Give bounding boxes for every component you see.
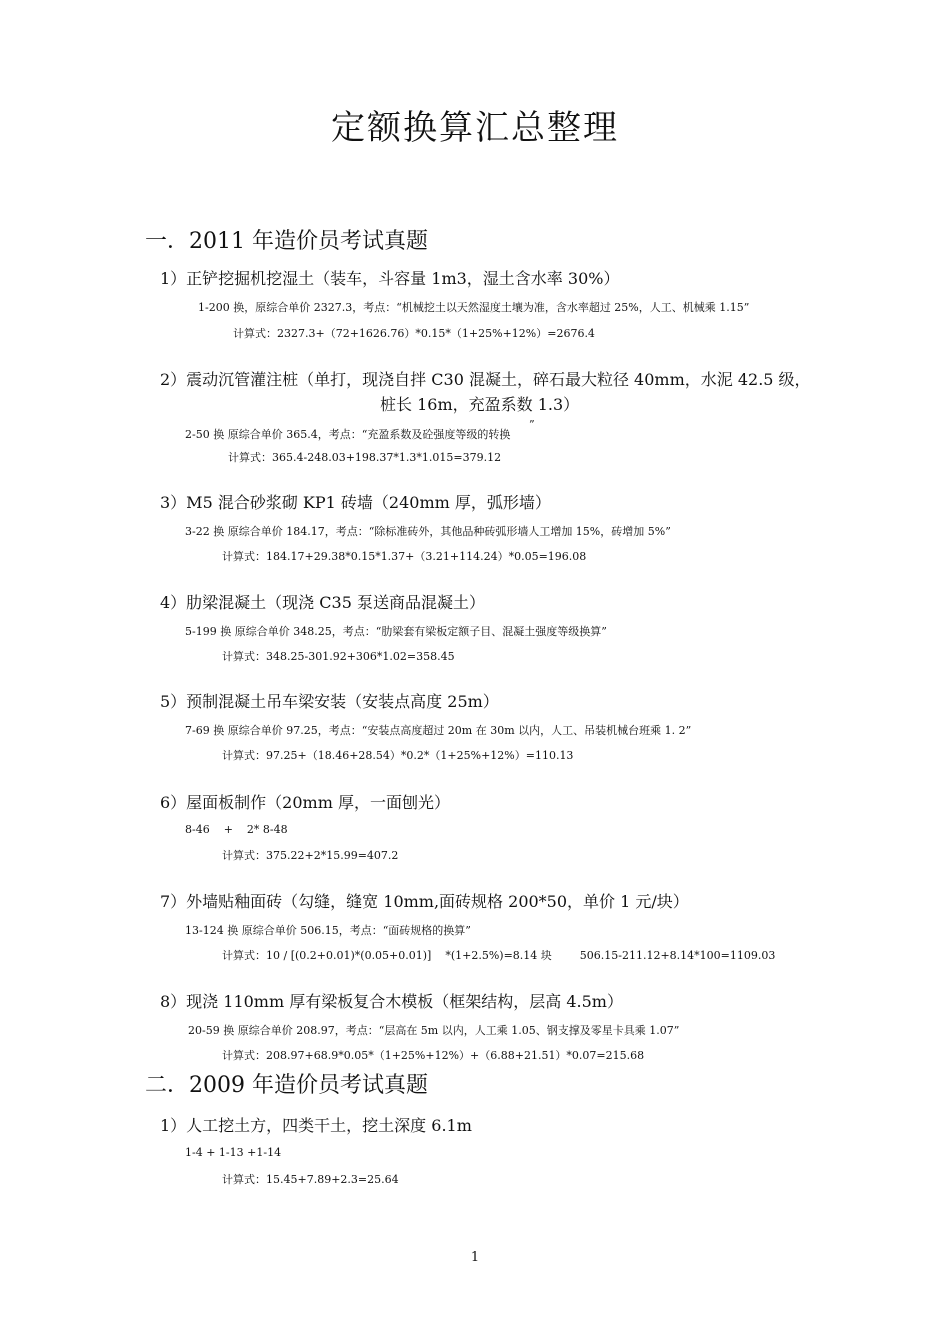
question-calc: 计算式：375.22+2*15.99=407.2 [222,849,399,862]
question-label: 1）人工挖土方，四类干土，挖土深度 6.1m [160,1116,472,1135]
question-calc: 计算式：15.45+7.89+2.3=25.64 [222,1173,399,1186]
question-calc: 计算式：348.25-301.92+306*1.02=358.45 [222,650,455,663]
section-heading: 一．2011 年造价员考试真题 [145,229,428,254]
question-note: 3-22 换 原综合单价 184.17，考点：“除标准砖外，其他品种砖弧形墙人工增加 15%，砖增加 5%” [185,525,671,538]
question-label: 2）震动沉管灌注桩（单打，现浇自拌 C30 混凝土，碎石最大粒径 40mm，水泥 42.5 级， [160,370,811,389]
section-heading: 二．2009 年造价员考试真题 [145,1073,428,1098]
question-label: 1）正铲挖掘机挖湿土（装车，斗容量 1m3，湿土含水率 30%） [160,269,620,288]
question-calc: 计算式：2327.3+（72+1626.76）*0.15*（1+25%+12%）=2676.4 [233,327,595,340]
question-note: 8-46 + 2* 8-48 [185,823,288,836]
question-note: 13-124 换 原综合单价 506.15，考点：“面砖规格的换算” [185,924,471,937]
question-note: 5-199 换 原综合单价 348.25，考点：“肋梁套有梁板定额子目、混凝土强度等级换算” [185,625,607,638]
page-number: 1 [470,1250,480,1265]
question-note: 20-59 换 原综合单价 208.97，考点：“层高在 5m 以内，人工乘 1.05、钢支撑及零星卡具乘 1.07” [188,1024,680,1037]
question-calc: 计算式：97.25+（18.46+28.54）*0.2*（1+25%+12%）=110.13 [222,749,574,762]
question-calc: 计算式：184.17+29.38*0.15*1.37+（3.21+114.24）*0.05=196.08 [222,550,587,563]
question-note-quote: ” [529,418,535,431]
question-label: 3）M5 混合砂浆砌 KP1 砖墙（240mm 厚，弧形墙） [160,493,551,512]
question-label: 6）屋面板制作（20mm 厚，一面刨光） [160,793,450,812]
question-calc: 计算式：365.4-248.03+198.37*1.3*1.015=379.12 [228,451,502,464]
question-note: 7-69 换 原综合单价 97.25，考点：“安装点高度超过 20m 在 30m 以内，人工、吊装机械台班乘 1. 2” [185,724,692,737]
question-calc: 计算式：208.97+68.9*0.05*（1+25%+12%）+（6.88+21.51）*0.07=215.68 [222,1049,645,1062]
question-note: 1-4 + 1-13 +1-14 [185,1146,282,1159]
question-calc: 计算式：10 / [(0.2+0.01)*(0.05+0.01)] *(1+2.5%)=8.14 块 506.15-211.12+8.14*100=1109.03 [222,949,776,962]
page-title: 定额换算汇总整理 [331,108,619,148]
question-label: 8）现浇 110mm 厚有梁板复合木模板（框架结构，层高 4.5m） [160,992,623,1011]
question-note: 2-50 换 原综合单价 365.4，考点：“充盈系数及砼强度等级的转换 [185,428,511,441]
question-note: 1-200 换，原综合单价 2327.3，考点：“机械挖土以天然湿度土壤为准，含水率超过 25%，人工、机械乘 1.15” [198,301,750,314]
question-label-continued: 桩长 16m，充盈系数 1.3） [380,395,580,414]
question-label: 4）肋梁混凝土（现浇 C35 泵送商品混凝土） [160,593,485,612]
question-label: 7）外墙贴釉面砖（勾缝，缝宽 10mm,面砖规格 200*50，单价 1 元/块） [160,892,689,911]
question-label: 5）预制混凝土吊车梁安装（安装点高度 25m） [160,692,499,711]
